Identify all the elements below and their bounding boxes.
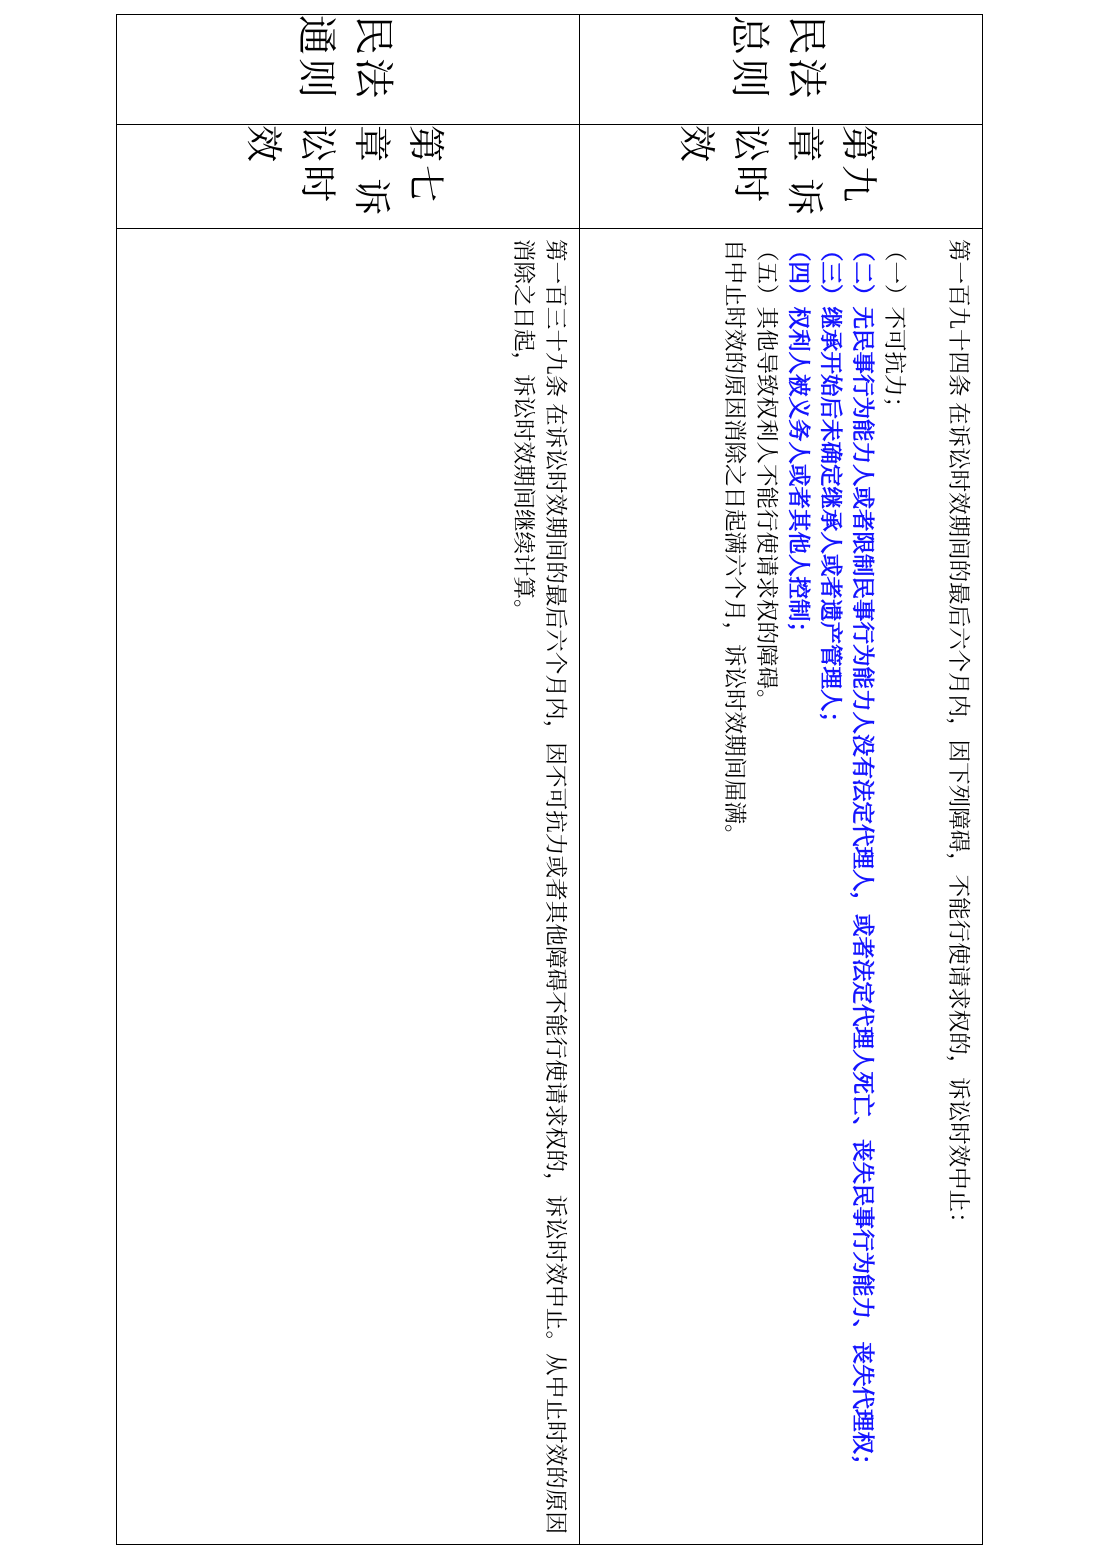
article-paragraph-highlighted: （三）继承开始后未确定继承人或者遗产管理人； [818, 239, 844, 735]
article-paragraph: 第一百三十九条 在诉讼时效期间的最后六个月内，因不可抗力或者其他障碍不能行使请求权的，诉讼时效中止。从中止时效的原因消除之日起，诉讼时效期间继续计算。 [511, 239, 568, 1534]
law-title-cell-tongze [117, 15, 580, 125]
law-comparison-table [116, 14, 983, 1545]
chapter-title-tongze: 第七章 诉讼时效 [243, 125, 446, 219]
article-paragraph-highlighted: （二）无民事行为能力人或者限制民事行为能力人没有法定代理人，或者法定代理人死亡、丧失民事行为能力、丧失代理权； [850, 239, 876, 1477]
chapter-title-cell-tongze [117, 125, 580, 229]
chapter-title-zongze: 第九章 诉讼时效 [676, 125, 879, 219]
law-title-zongze: 民法总则 [727, 15, 828, 101]
table-row [580, 15, 983, 1545]
article-body-cell-zongze [580, 229, 983, 1545]
law-title-tongze: 民法通则 [294, 15, 395, 101]
chapter-title-cell-zongze [580, 125, 983, 229]
article-paragraph: （一）不可抗力； [882, 239, 908, 420]
article-body-cell-tongze [117, 229, 580, 1545]
article-paragraph-highlighted: （四）权利人被义务人或者其他人控制； [786, 239, 812, 645]
article-body-tongze [117, 229, 579, 1544]
article-paragraph: 自中止时效的原因消除之日起满六个月，诉讼时效期间届满。 [722, 239, 748, 847]
table-row [117, 15, 580, 1545]
law-title-cell-zongze [580, 15, 983, 125]
article-paragraph: 第一百九十四条 在诉讼时效期间的最后六个月内，因下列障碍，不能行使请求权的，诉讼时效中止： [946, 239, 971, 1235]
article-body-zongze [580, 229, 982, 1544]
paragraph-spacer [910, 239, 942, 1534]
article-paragraph: （五）其他导致权利人不能行使请求权的障碍。 [754, 239, 780, 712]
rotated-table-wrapper [118, 14, 983, 1544]
